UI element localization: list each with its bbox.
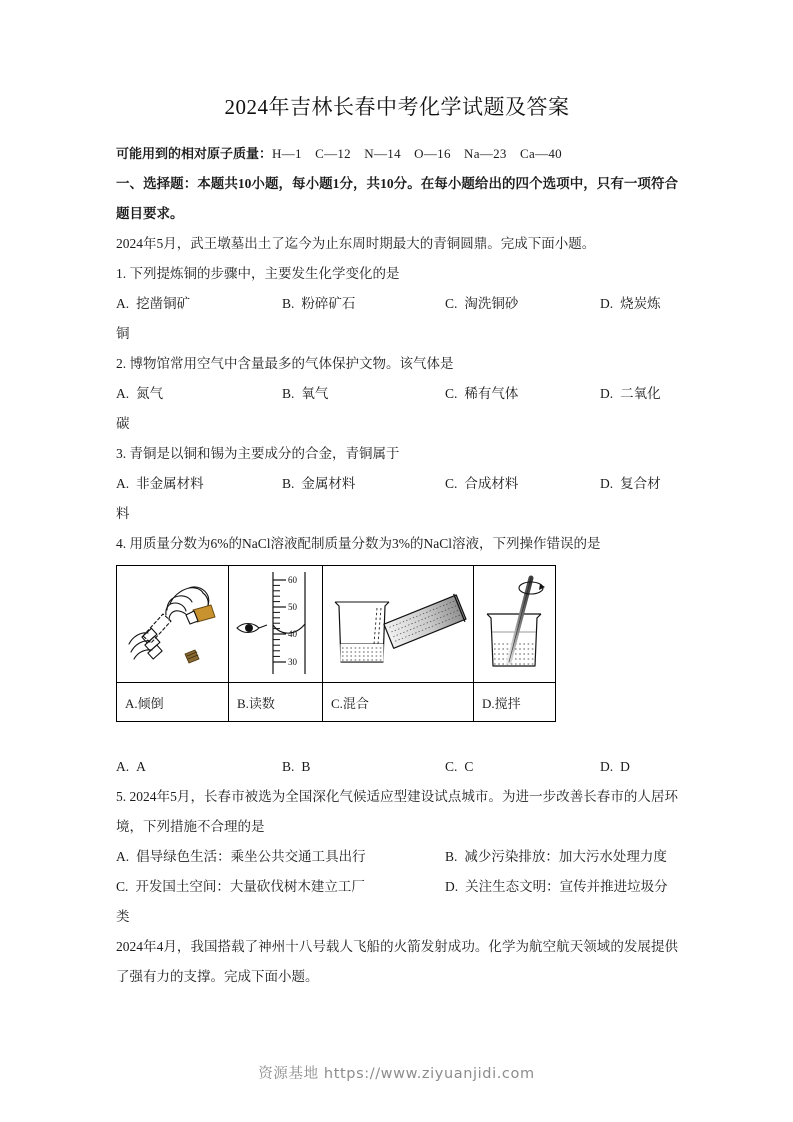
section-1-heading: 一、选择题：本题共10小题，每小题1分，共10分。在每小题给出的四个选项中，只有一项符合题目要求。 <box>116 176 678 221</box>
option-2-d[interactable]: D. 二氧化 <box>600 386 661 401</box>
pouring-bottle-icon <box>117 570 228 678</box>
context-paragraph-1: 2024年5月，武王墩墓出土了迄今为止东周时期最大的青铜圆鼎。完成下面小题。 <box>116 236 596 251</box>
table-row-captions <box>117 683 556 722</box>
cylinder-tick-30: 30 <box>287 657 297 667</box>
question-5-number: 5. <box>116 789 127 804</box>
table-row-figures <box>117 566 556 683</box>
mixing-beaker-icon <box>323 570 473 678</box>
atomic-masses-label: 可能用到的相对原子质量： <box>116 146 273 161</box>
option-3-a[interactable]: A. 非金属材料 <box>116 476 204 491</box>
option-3-c[interactable]: C. 合成材料 <box>445 476 519 491</box>
cylinder-tick-50: 50 <box>287 602 297 612</box>
atomic-masses-values: H—1 C—12 N—14 O—16 Na—23 Ca—40 <box>272 146 562 161</box>
question-4-number: 4. <box>116 536 127 551</box>
option-1-c[interactable]: C. 淘洗铜砂 <box>445 296 519 311</box>
option-5-a[interactable]: A. 倡导绿色生活：乘坐公共交通工具出行 <box>116 849 366 864</box>
question-2-options <box>116 379 678 409</box>
option-2-c[interactable]: C. 稀有气体 <box>445 386 519 401</box>
figure-cell-c <box>323 566 474 683</box>
eye-icon <box>237 624 267 633</box>
question-2-number: 2. <box>116 356 127 371</box>
option-3-b[interactable]: B. 金属材料 <box>282 476 356 491</box>
spacer-after-table <box>116 722 678 752</box>
question-3-option-overflow: 料 <box>116 506 130 521</box>
question-3-options <box>116 469 678 499</box>
caption-cell-b: B.读数 <box>229 683 323 722</box>
question-1-options <box>116 289 678 319</box>
question-5-text: 2024年5月，长春市被选为全国深化气候适应型建设试点城市。为进一步改善长春市的人居环境，下列措施不合理的是 <box>116 789 679 834</box>
caption-cell-c: C.混合 <box>323 683 474 722</box>
footer-watermark: 资源基地 https://www.ziyuanjidi.com <box>258 1066 535 1082</box>
caption-cell-d: D.搅拌 <box>474 683 556 722</box>
question-2-option-overflow: 碳 <box>116 416 130 431</box>
question-3-number: 3. <box>116 446 127 461</box>
question-5-option-overflow: 类 <box>116 909 130 924</box>
figure-cell-a <box>117 566 229 683</box>
question-5-stem <box>116 782 678 842</box>
option-2-b[interactable]: B. 氧气 <box>282 386 329 401</box>
option-4-b[interactable]: B. B <box>282 759 311 774</box>
question-4-text: 用质量分数为6%的NaCl溶液配制质量分数为3%的NaCl溶液，下列操作错误的是 <box>129 536 601 551</box>
option-1-b[interactable]: B. 粉碎矿石 <box>282 296 356 311</box>
question-4-options <box>116 752 678 782</box>
option-4-d[interactable]: D. D <box>600 759 630 774</box>
option-1-a[interactable]: A. 挖凿铜矿 <box>116 296 191 311</box>
question-1-text: 下列提炼铜的步骤中，主要发生化学变化的是 <box>129 266 400 281</box>
graduated-cylinder-reading-icon <box>229 570 322 678</box>
question-2-stem <box>116 349 678 379</box>
option-1-d[interactable]: D. 烧炭炼 <box>600 296 661 311</box>
option-3-d[interactable]: D. 复合材 <box>600 476 661 491</box>
question-5-options <box>116 842 678 902</box>
caption-cell-a: A.倾倒 <box>117 683 229 722</box>
figure-cell-b <box>229 566 323 683</box>
option-2-a[interactable]: A. 氮气 <box>116 386 164 401</box>
question-3-text: 青铜是以铜和锡为主要成分的合金，青铜属于 <box>129 446 400 461</box>
question-1-option-overflow: 铜 <box>116 326 130 341</box>
option-5-b[interactable]: B. 减少污染排放：加大污水处理力度 <box>445 849 667 864</box>
question-2-text: 博物馆常用空气中含量最多的气体保护文物。该气体是 <box>129 356 454 371</box>
atomic-masses-line <box>116 139 678 169</box>
option-5-d[interactable]: D. 关注生态文明：宣传并推进垃圾分 <box>445 879 668 894</box>
page-title: 2024年吉林长春中考化学试题及答案 <box>224 95 570 119</box>
question-1-number: 1. <box>116 266 127 281</box>
document-body <box>116 0 678 992</box>
option-4-a[interactable]: A. A <box>116 759 146 774</box>
figure-cell-d <box>474 566 556 683</box>
question-4-stem <box>116 529 678 559</box>
option-5-c[interactable]: C. 开发国土空间：大量砍伐树木建立工厂 <box>116 879 365 894</box>
question-3-stem <box>116 439 678 469</box>
stirring-rod-beaker-icon <box>474 570 555 678</box>
context-paragraph-2: 2024年4月，我国搭载了神州十八号载人飞船的火箭发射成功。化学为航空航天领域的发展提供了强有力的支撑。完成下面小题。 <box>116 939 678 984</box>
question-1-stem <box>116 259 678 289</box>
question-4-figure-table <box>116 565 556 722</box>
cylinder-tick-40: 40 <box>287 629 297 639</box>
option-4-c[interactable]: C. C <box>445 759 474 774</box>
cylinder-tick-60: 60 <box>287 575 297 585</box>
